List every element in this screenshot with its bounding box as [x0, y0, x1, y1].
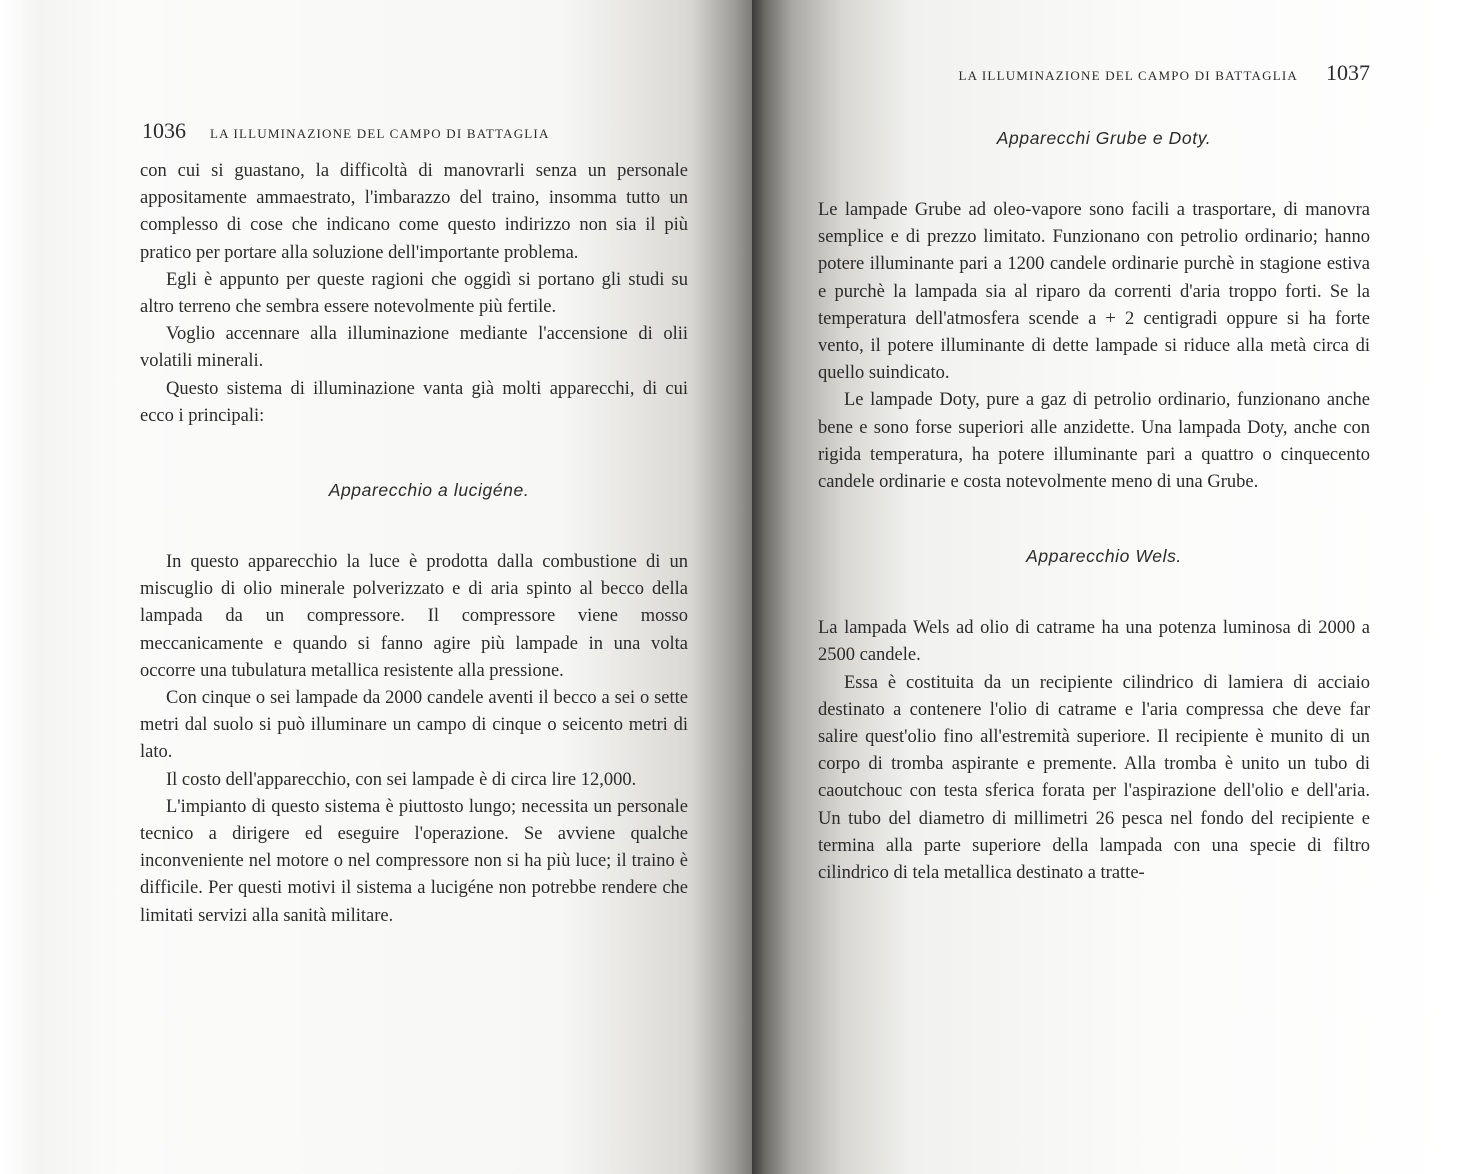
left-paragraph-8: L'impianto di questo sistema è piuttosto lungo; necessita un personale tecnico a dirigere ed eseguire l'operazione. Se avviene qualche inconveniente nel motore o nel compressore non si ha più luce; il traino è difficile. Per questi motivi il sistema a lucigéne non potrebbe rendere che limitati servizi alla sanità militare. [140, 796, 688, 926]
left-paragraph-2: Egli è appunto per queste ragioni che oggidì si portano gli studi su altro terreno che sembra essere notevolmente più fertile. [140, 269, 688, 318]
right-page [752, 0, 1460, 1174]
right-section-heading-2: Apparecchio Wels. [1026, 546, 1182, 567]
right-section-heading-1: Apparecchi Grube e Doty. [996, 128, 1212, 148]
right-paragraph-1: Le lampade Grube ad oleo-vapore sono facili a trasportare, di manovra semplice e di prezzo limitato. Funzionano con petrolio ordinario; hanno potere illuminante pari a 1200 candele ordinarie purchè in stagione estiva e purchè la lampada sia al riparo da correnti d'aria troppo forti. Se la temperatura dell'atmosfera scende a + 2 centigradi oppure si ha forte vento, il potere illuminante di dette lampade si riduce alla metà circa di quello suindicato. [818, 200, 1370, 384]
right-paragraph-3: La lampada Wels ad olio di catrame ha una potenza luminosa di 2000 a 2500 candele. [818, 618, 1370, 666]
left-paragraph-4: Questo sistema di illuminazione vanta già molti apparecchi, di cui ecco i principali: [140, 378, 688, 426]
left-page-number: 1036 [142, 118, 186, 143]
right-paragraph-4: Essa è costituita da un recipiente cilindrico di lamiera di acciaio destinato a contenere l'olio di catrame e l'aria compressa che deve far salire quest'olio fino all'estremità superiore. Il recipiente è munito di un corpo di tromba aspirante e premente. Alla tromba è unito un tubo di caoutchouc con testa sferica forata per l'aspirazione dell'olio e dell'aria. Un tubo del diametro di millimetri 26 pesca nel fondo del recipiente e termina alla parte superiore della lampada con una specie di filtro cilindrico di tela metallica destinato a tratte- [818, 672, 1370, 884]
left-running-head [140, 118, 688, 158]
right-paragraph-2: Le lampade Doty, pure a gaz di petrolio ordinario, funzionano anche bene e sono forse superiori alle anzidette. Una lampada Doty, anche con rigida temperatura, ha potere illuminante pari a quattro o cinquecento candele ordinarie e costa notevolmente meno di una Grube. [818, 390, 1370, 493]
left-running-title: LA ILLUMINAZIONE DEL CAMPO DI BATTAGLIA [210, 126, 550, 141]
right-running-title: LA ILLUMINAZIONE DEL CAMPO DI BATTAGLIA [958, 68, 1298, 83]
right-running-head [818, 60, 1370, 100]
left-paragraph-6: Con cinque o sei lampade da 2000 candele aventi il becco a sei o sette metri dal suolo si può illuminare un campo di cinque o seicento metri di lato. [140, 688, 688, 763]
left-paragraph-7: Il costo dell'apparecchio, con sei lampade è di circa lire 12,000. [166, 769, 637, 790]
left-paragraph-3: Voglio accennare alla illuminazione mediante l'accensione di olii volatili minerali. [140, 324, 688, 372]
left-paragraph-5: In questo apparecchio la luce è prodotta dalla combustione di un miscuglio di olio minerale polverizzato e di aria spinto al becco della lampada da un compressore. Il compressore viene mosso meccanicamente e quando si fanno agire più lampade in una volta occorre una tubulatura metallica resistente alla pressione. [140, 552, 688, 681]
right-page-number: 1037 [1326, 60, 1370, 85]
left-paragraph-1: con cui si guastano, la difficoltà di manovrarli senza un personale appositamente ammaestrato, l'imbarazzo del traino, insomma tutto un complesso di cose che indicano come questo indirizzo non sia il più pratico per portare alla soluzione dell'importante problema. [140, 161, 688, 263]
left-section-heading: Apparecchio a lucigéne. [328, 480, 530, 501]
